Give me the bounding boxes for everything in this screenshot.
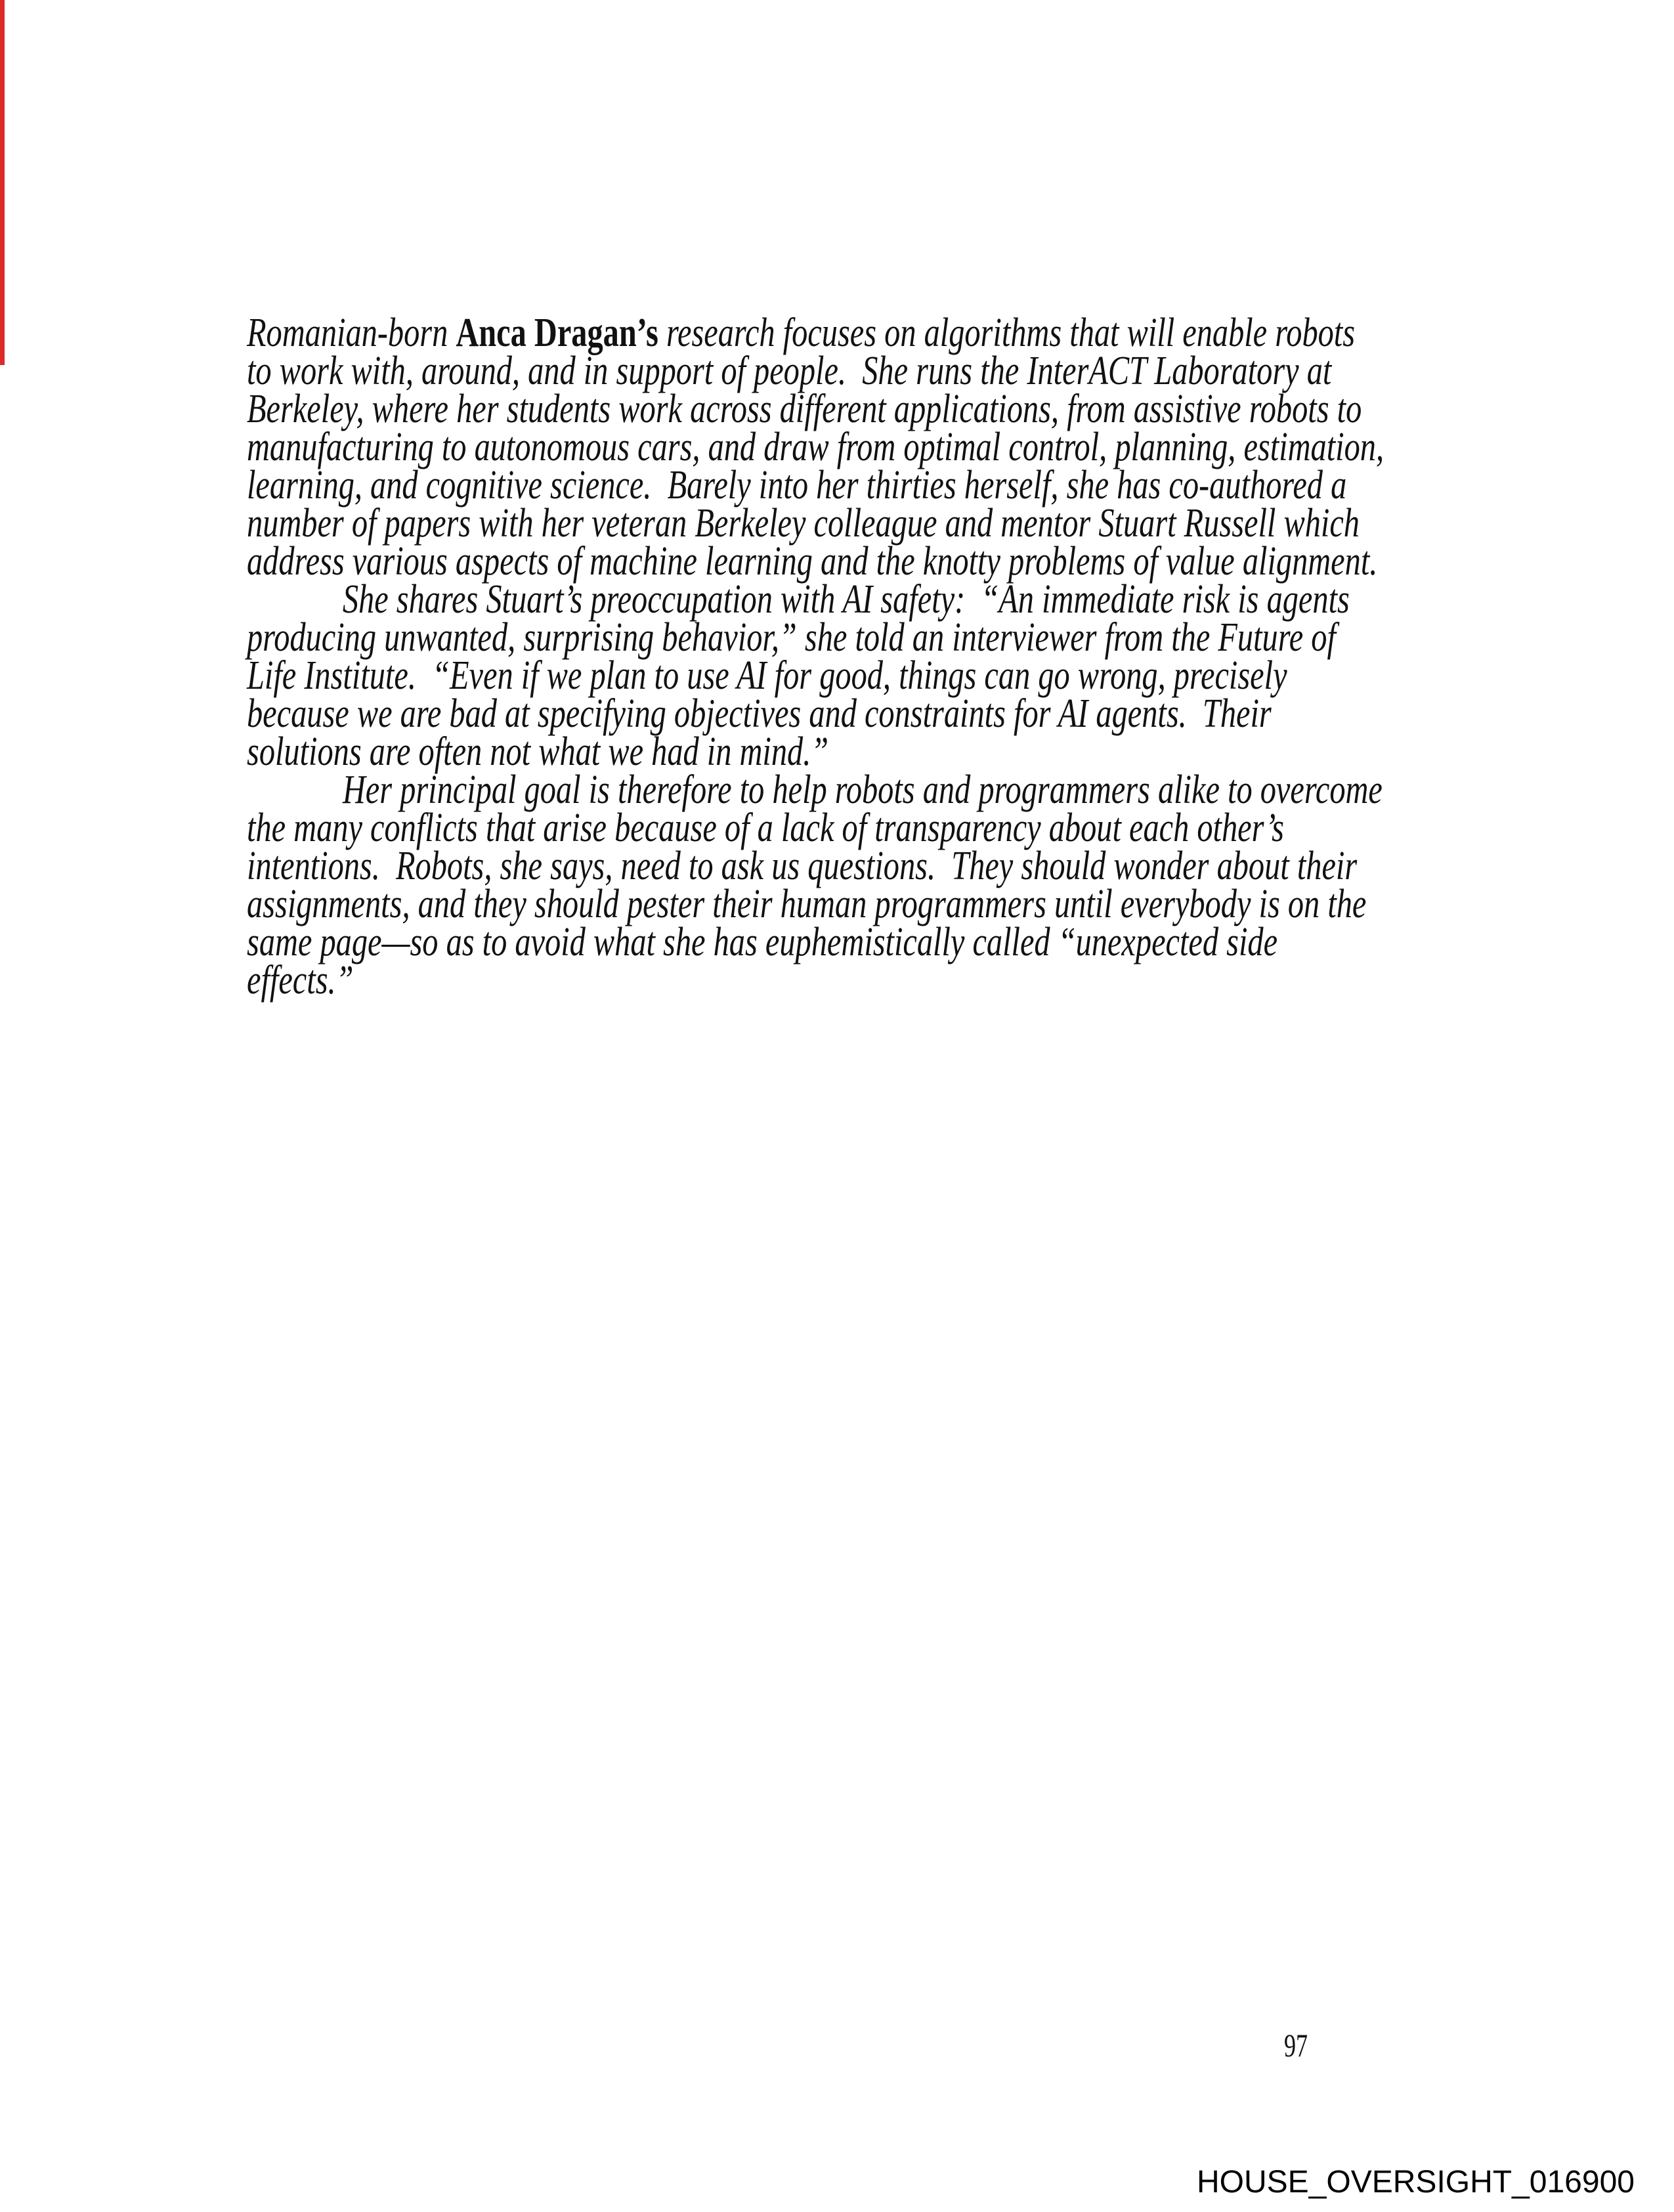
text-line: Her principal goal is therefore to help robots and programmers alike to overcome (342, 768, 1383, 812)
text-line: effects.” (247, 958, 354, 1003)
bold-name: Anca Dragan’s (456, 311, 658, 355)
text-line: She shares Stuart’s preoccupation with AI safety: “An immediate risk is agents (342, 577, 1350, 622)
text-line: assignments, and they should pester their human programmers until everybody is on the (247, 882, 1367, 926)
bates-stamp: HOUSE_OVERSIGHT_016900 (1197, 2165, 1635, 2200)
page-number: 97 (1284, 2027, 1308, 2064)
text-line: intentions. Robots, she says, need to ask us questions. They should wonder about their (247, 844, 1358, 888)
text-line: address various aspects of machine learning and the knotty problems of value alignment. (247, 539, 1378, 584)
text-line: the many conflicts that arise because of a lack of transparency about each other’s (247, 806, 1284, 850)
text-line: producing unwanted, surprising behavior,” she told an interviewer from the Future of (247, 615, 1336, 660)
text-line: Romanian-born Anca Dragan’s research focuses on algorithms that will enable robots (247, 311, 1356, 355)
document-text (247, 311, 1674, 1003)
text-line: number of papers with her veteran Berkeley colleague and mentor Stuart Russell which (247, 501, 1360, 546)
text-line: manufacturing to autonomous cars, and draw from optimal control, planning, estimation, (247, 425, 1384, 469)
red-margin-line (0, 0, 5, 365)
text-line: solutions are often not what we had in mind.” (247, 729, 829, 774)
text-line: to work with, around, and in support of people. She runs the InterACT Laboratory at (247, 349, 1332, 393)
text-line: because we are bad at specifying objectives and constraints for AI agents. Their (247, 691, 1272, 736)
text-line: Berkeley, where her students work across different applications, from assistive robots to (247, 387, 1362, 431)
text-line: same page—so as to avoid what she has euphemistically called “unexpected side (247, 920, 1278, 965)
text-line: Life Institute. “Even if we plan to use AI for good, things can go wrong, precisely (247, 653, 1287, 698)
text-line: learning, and cognitive science. Barely into her thirties herself, she has co-authored a (247, 463, 1347, 508)
